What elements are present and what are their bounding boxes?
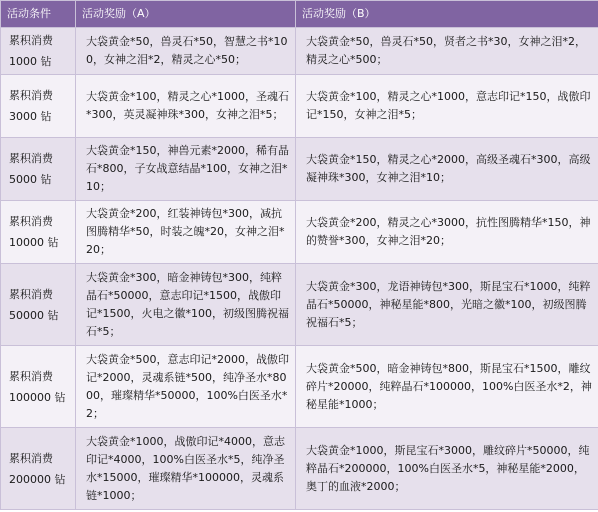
condition-label: 累积消费 — [9, 215, 53, 228]
reward-b-cell: 大袋黄金*500，暗金神铸包*800，斯昆宝石*1500，雕纹碎片*20000，纯粹晶石*100000，100%白医圣水*2，神秘星能*1000； — [296, 346, 598, 428]
table-row — [1, 201, 598, 264]
condition-label: 累积消费 — [9, 89, 53, 102]
reward-b-cell: 大袋黄金*150，精灵之心*2000，高级圣魂石*300，高级凝神珠*300，女神之泪*10； — [296, 138, 598, 201]
reward-a-cell: 大袋黄金*300，暗金神铸包*300，纯粹晶石*50000，意志印记*1500，战傲印记*1500，火电之徽*100，初级图腾祝福石*5； — [76, 264, 296, 346]
header-row — [1, 1, 598, 28]
condition-cell — [1, 428, 76, 510]
header-condition: 活动条件 — [1, 1, 76, 28]
reward-b-cell: 大袋黄金*300，龙语神铸包*300，斯昆宝石*1000，纯粹晶石*50000，神秘星能*800，光暗之徽*100，初级图腾祝福石*5； — [296, 264, 598, 346]
reward-a-cell: 大袋黄金*500，意志印记*2000，战傲印记*2000，灵魂系链*500，纯净圣水*8000，璀璨精华*50000，100%白医圣水*2； — [76, 346, 296, 428]
reward-a-cell: 大袋黄金*100，精灵之心*1000，圣魂石*300，英灵凝神珠*300，女神之泪*5； — [76, 75, 296, 138]
header-reward-a: 活动奖励（A） — [76, 1, 296, 28]
reward-a-cell: 大袋黄金*1000，战傲印记*4000，意志印记*4000，100%白医圣水*5，纯净圣水*15000，璀璨精华*100000，灵魂系链*1000； — [76, 428, 296, 510]
reward-b-cell: 大袋黄金*50，兽灵石*50，贤者之书*30，女神之泪*2，精灵之心*500； — [296, 28, 598, 75]
condition-amount: 100000 钻 — [9, 390, 66, 404]
condition-cell — [1, 346, 76, 428]
table-row — [1, 264, 598, 346]
table-row — [1, 138, 598, 201]
condition-cell — [1, 75, 76, 138]
condition-amount: 50000 钻 — [9, 308, 59, 322]
reward-a-cell: 大袋黄金*150，神兽元素*2000，稀有晶石*800，子女战意结晶*100，女神之泪*10； — [76, 138, 296, 201]
condition-label: 累积消费 — [9, 152, 53, 165]
condition-label: 累积消费 — [9, 369, 53, 383]
header-reward-b: 活动奖励（B） — [296, 1, 598, 28]
condition-amount: 3000 钻 — [9, 110, 52, 123]
reward-a-cell: 大袋黄金*50，兽灵石*50，智慧之书*100，女神之泪*2，精灵之心*50； — [76, 28, 296, 75]
reward-a-cell: 大袋黄金*200，红装神铸包*300，减抗图腾精华*50，时装之魄*20，女神之泪*20； — [76, 201, 296, 264]
condition-cell — [1, 264, 76, 346]
reward-b-cell: 大袋黄金*1000，斯昆宝石*3000，雕纹碎片*50000，纯粹晶石*200000，100%白医圣水*5，神秘星能*2000，奥丁的血液*2000； — [296, 428, 598, 510]
table-row — [1, 28, 598, 75]
condition-label: 累积消费 — [9, 34, 53, 47]
condition-cell — [1, 138, 76, 201]
condition-label: 累积消费 — [9, 451, 53, 465]
reward-b-cell: 大袋黄金*200，精灵之心*3000，抗性图腾精华*150，神的赞誉*300，女神之泪*20； — [296, 201, 598, 264]
condition-amount: 1000 钻 — [9, 55, 52, 68]
table-row — [1, 75, 598, 138]
table-row — [1, 428, 598, 510]
table-row — [1, 346, 598, 428]
condition-amount: 5000 钻 — [9, 173, 52, 186]
condition-amount: 200000 钻 — [9, 472, 66, 486]
condition-label: 累积消费 — [9, 287, 53, 301]
condition-cell — [1, 28, 76, 75]
condition-amount: 10000 钻 — [9, 236, 59, 249]
condition-cell — [1, 201, 76, 264]
reward-b-cell: 大袋黄金*100，精灵之心*1000，意志印记*150，战傲印记*150，女神之泪*5； — [296, 75, 598, 138]
